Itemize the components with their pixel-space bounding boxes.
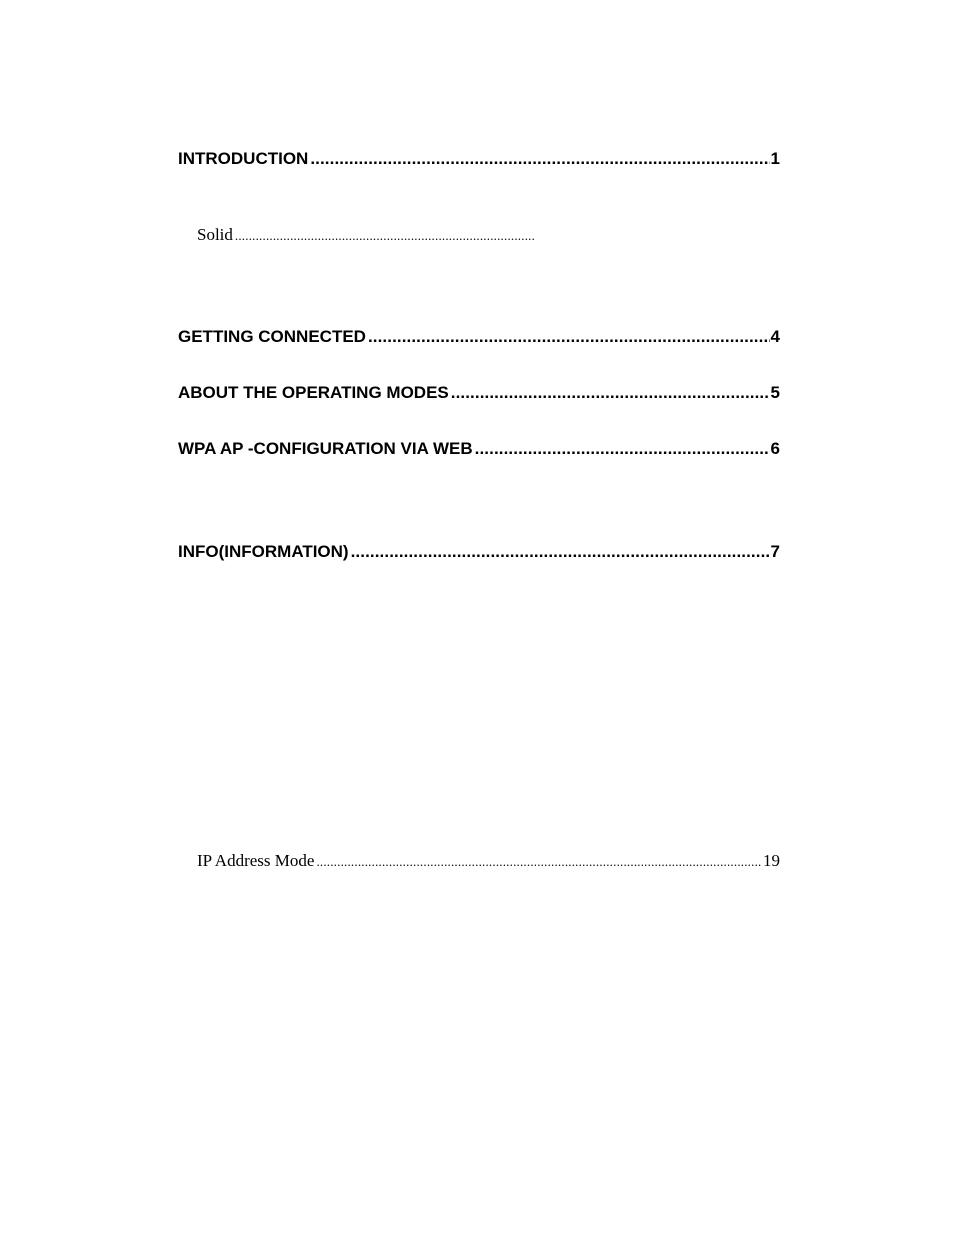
toc-page-number: 1 xyxy=(770,149,780,168)
toc-entry-label: Solid xyxy=(197,225,233,244)
toc-entry-getting-connected[interactable] xyxy=(178,327,780,347)
toc-entry-label: INTRODUCTION xyxy=(178,149,309,168)
toc-entry-label: IP Address Mode xyxy=(197,851,315,870)
toc-leader-dots xyxy=(368,327,770,347)
toc-entry-operating-modes[interactable] xyxy=(178,383,780,403)
toc-entry-label: ABOUT THE OPERATING MODES xyxy=(178,383,449,402)
toc-entry-label: WPA AP -CONFIGURATION VIA WEB xyxy=(178,439,473,458)
toc-page-number: 6 xyxy=(770,439,780,458)
toc-leader-dots xyxy=(235,228,534,244)
toc-entry-wpa-configuration[interactable] xyxy=(178,439,780,459)
toc-leader-dots xyxy=(475,439,770,459)
toc-page-number: 5 xyxy=(770,383,780,402)
toc-leader-dots xyxy=(310,149,769,169)
toc-page-number: 19 xyxy=(763,851,780,870)
toc-leader-dots xyxy=(316,854,762,870)
toc-page-number: 4 xyxy=(770,327,780,346)
toc-entry-info[interactable] xyxy=(178,542,780,562)
toc-entry-introduction[interactable] xyxy=(178,149,780,169)
toc-page-number: 7 xyxy=(770,542,780,561)
toc-leader-dots xyxy=(351,542,770,562)
toc-entry-label: INFO(INFORMATION) xyxy=(178,542,349,561)
toc-entry-solid[interactable] xyxy=(197,225,535,245)
toc-entry-label: GETTING CONNECTED xyxy=(178,327,366,346)
toc-entry-ip-address-mode[interactable] xyxy=(197,851,780,871)
toc-leader-dots xyxy=(451,383,770,403)
